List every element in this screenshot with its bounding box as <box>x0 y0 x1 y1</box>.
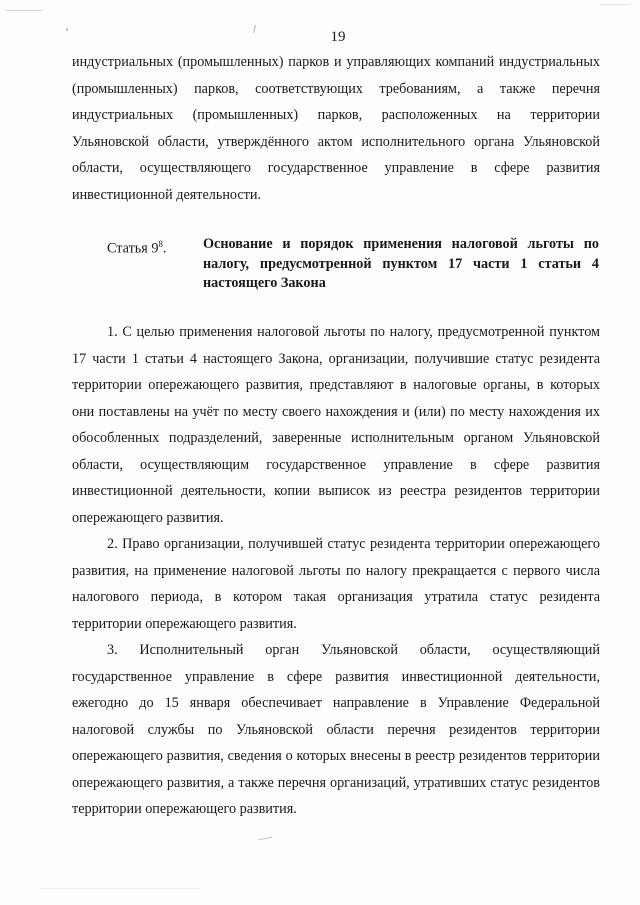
article-suffix: . <box>162 240 167 257</box>
article-body <box>72 319 600 823</box>
scan-artifact <box>258 837 272 840</box>
intro-paragraph <box>72 49 600 208</box>
paragraph-1: 1. С целью применения налоговой льготы по налогу, предусмотренной пунктом 17 части 1 статьи 4 настоящего Закона, организации, получившие статус резидента территории опережающего развития, представляют в налоговые органы, в которых они поставлены на учёт по месту своего нахождения и (или) по месту нахождения их обособленных подразделений, заверенные исполнительным органом Ульяновской области, осуществляющим государственное управление в сфере развития инвестиционной деятельности, копии выписок из реестра резидентов территории опережающего развития. <box>72 324 600 526</box>
scan-artifact <box>40 888 200 889</box>
scan-artifact <box>600 4 630 5</box>
paragraph-2: 2. Право организации, получившей статус резидента территории опережающего развития, на применение налоговой льготы по налогу прекращается с первого числа налогового периода, в котором такая организация утратила статус резидента территории опережающего развития. <box>72 536 600 632</box>
article-label: Статья 9 <box>107 240 159 257</box>
intro-text: индустриальных (промышленных) парков и управляющих компаний индустриальных (промышленных) парков, соответствующих требованиям, а также перечня индустриальных (промышленных) парков, расположенных на территории Ульяновской области, утверждённого актом исполнительного органа Ульяновской области, осуществляющего государственное управление в сфере развития инвестиционной деятельности. <box>72 54 600 203</box>
article-number <box>107 235 197 259</box>
article-superscript: 8 <box>158 239 163 249</box>
article-title: Основание и порядок применения налоговой льготы по налогу, предусмотренной пунктом 17 части 1 статьи 4 настоящего Закона <box>203 236 599 291</box>
paragraph-3: 3. Исполнительный орган Ульяновской области, осуществляющий государственное управление в сфере развития инвестиционной деятельности, ежегодно до 15 января обеспечивает направление в Управление Федеральной налоговой службы по Ульяновской области перечня резидентов территории опережающего развития, сведения о которых внесены в реестр резидентов территории опережающего развития, а также перечня организаций, утративших статус резидентов территории опережающего развития. <box>72 642 600 817</box>
page-number: 19 <box>330 29 346 45</box>
scan-artifact <box>6 10 42 11</box>
